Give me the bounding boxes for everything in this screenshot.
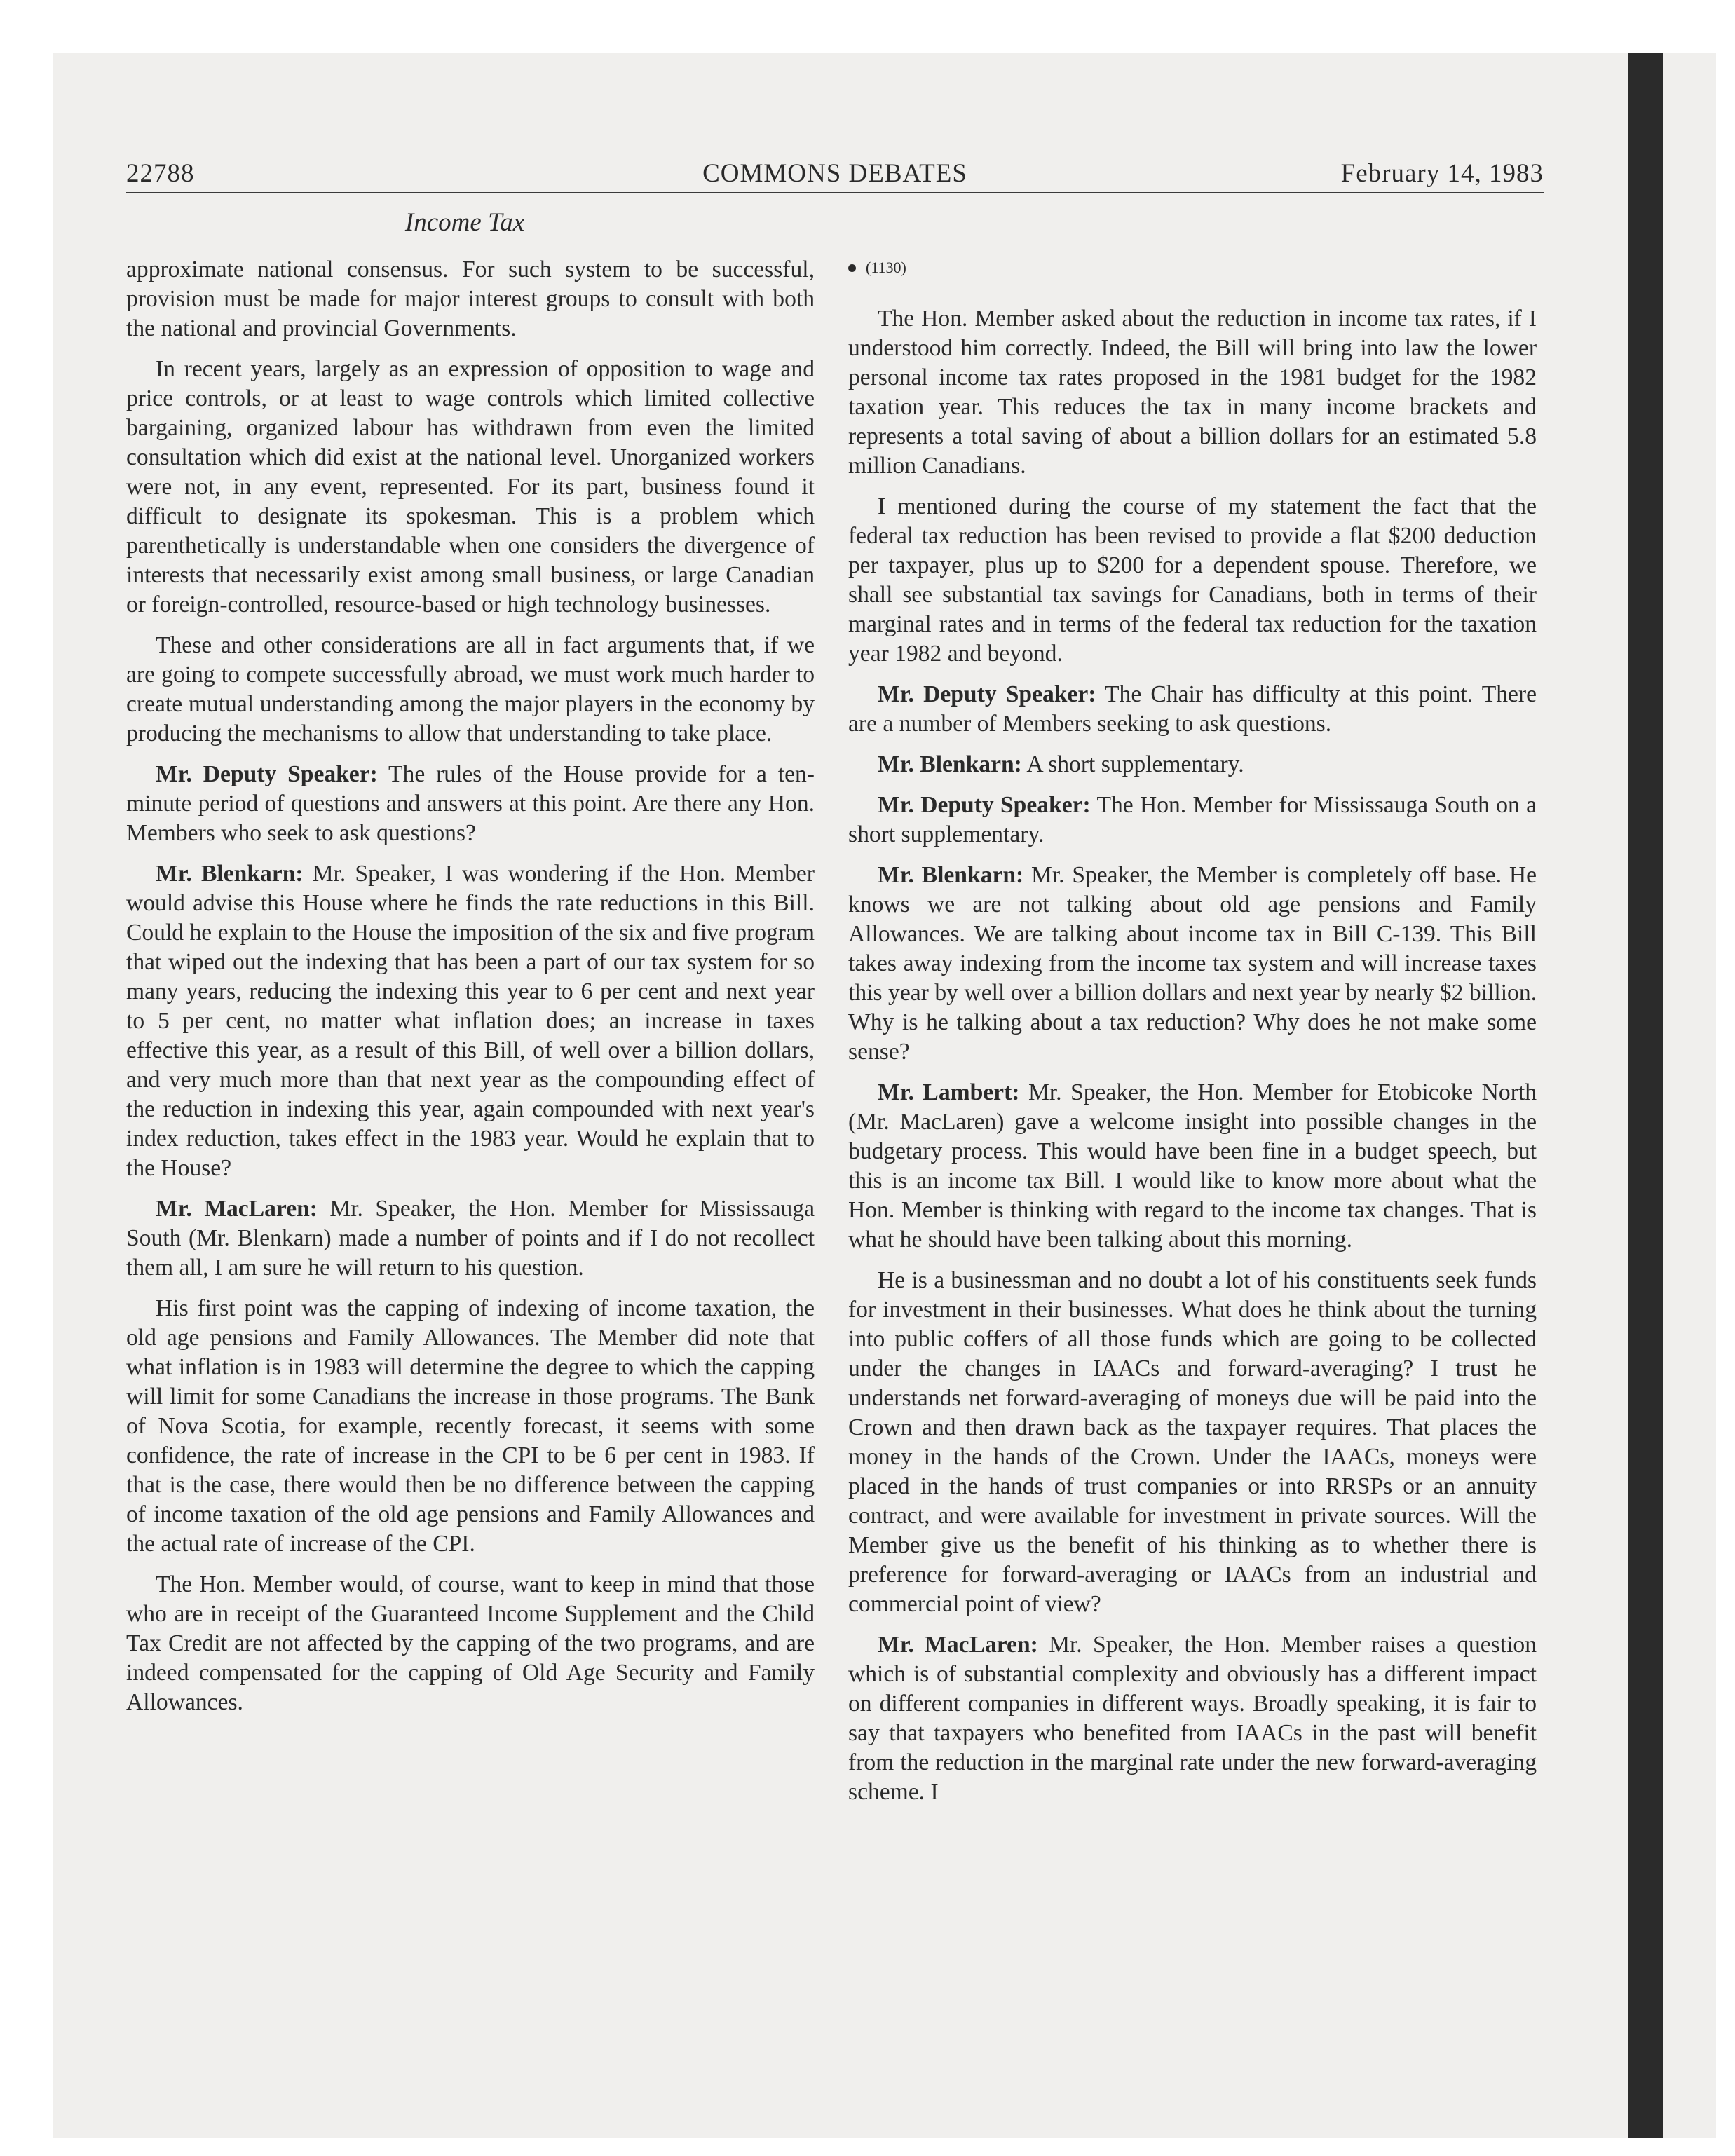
paragraph-text: These and other considerations are all in fact arguments that, if we are going to compete successfully abroad, we must work much harder to create mutual understanding among the major players in the economy by producing the mechanisms to allow that understanding to take place. xyxy=(126,632,815,746)
paragraph-text: The Chair has difficulty at this point. There are a number of Members seeking to ask questions. xyxy=(848,681,1537,737)
speaker-name: Mr. Deputy Speaker: xyxy=(156,761,378,787)
speech-paragraph xyxy=(848,861,1537,1067)
paragraph xyxy=(126,1294,815,1559)
paragraph-text: I mentioned during the course of my statement the fact that the federal tax reduction has been revised to provide a flat $200 deduction per taxpayer, plus up to $200 for a dependent spouse. Therefore, we shall see substantial tax savings for Canadians, both in terms of their marginal rates and in terms of the federal tax reduction for the taxation year 1982 and beyond. xyxy=(848,493,1537,667)
speech-paragraph xyxy=(126,760,815,848)
time-marker xyxy=(848,255,1537,280)
scan-edge-shadow xyxy=(1628,53,1663,2138)
speaker-name: Mr. MacLaren: xyxy=(156,1196,318,1222)
paragraph xyxy=(848,304,1537,481)
paragraph-text: The Hon. Member would, of course, want to keep in mind that those who are in receipt of the Guaranteed Income Supplement and the Child Tax Credit are not affected by the capping of the two programs, and are indeed compensated for the capping of Old Age Security and Family Allowances. xyxy=(126,1571,815,1715)
paragraph xyxy=(126,355,815,620)
publication-title: COMMONS DEBATES xyxy=(702,159,967,188)
speech-paragraph xyxy=(848,1078,1537,1255)
speaker-name: Mr. Blenkarn: xyxy=(878,862,1024,888)
paragraph-text: A short supplementary. xyxy=(1026,751,1244,777)
speaker-name: Mr. Blenkarn: xyxy=(156,861,304,887)
paragraph-text: In recent years, largely as an expression of opposition to wage and price controls, or at least to wage controls which limited collective bargaining, organized labour has withdrawn from even the limited consultation which did exist at the national level. Unorganized workers were not, in any event, represented. For its part, business found it difficult to designate its spokesman. This is a problem which parenthetically is understandable when one considers the divergence of interests that necessarily exist among small business, or large Canadian or foreign-controlled, resource-based or high technology businesses. xyxy=(126,356,815,618)
paragraph-text: Mr. Speaker, I was wondering if the Hon. Member would advise this House where he finds the rate reductions in this Bill. Could he explain to the House the imposition of the six and five program that wiped out the indexing that has been a part of our tax system for so many years, reducing the indexing this year to 6 per cent and next year to 5 per cent, no matter what inflation does; an increase in taxes effective this year, as a result of this Bill, of well over a billion dollars, and very much more than that next year as the compounding effect of the reduction in indexing this year, again compounded with next year's index reduction, takes effect in the 1983 year. Would he explain that to the House? xyxy=(126,861,815,1181)
paragraph-text: Mr. Speaker, the Hon. Member for Etobicoke North (Mr. MacLaren) gave a welcome insight into possible changes in the budgetary process. This would have been fine in a budget speech, but this is an income tax Bill. I would like to know more about what the Hon. Member is thinking with regard to the income tax changes. That is what he should have been talking about this morning. xyxy=(848,1079,1537,1253)
speaker-name: Mr. MacLaren: xyxy=(878,1632,1038,1658)
paragraph-text: Mr. Speaker, the Hon. Member raises a question which is of substantial complexity and obviously has a different impact on different companies in different ways. Broadly speaking, it is fair to say that taxpayers who benefited from IAACs in the past will benefit from the reduction in the marginal rate under the new forward-averaging scheme. I xyxy=(848,1632,1537,1805)
left-column xyxy=(126,255,815,1728)
paragraph-text: Mr. Speaker, the Hon. Member for Mississauga South (Mr. Blenkarn) made a number of points and if I do not recollect them all, I am sure he will return to his question. xyxy=(126,1196,815,1281)
page-header xyxy=(126,158,1544,195)
speech-paragraph xyxy=(848,750,1537,779)
paragraph xyxy=(848,492,1537,669)
section-title: Income Tax xyxy=(404,208,525,237)
paragraph xyxy=(126,1570,815,1717)
speech-paragraph xyxy=(848,791,1537,850)
paragraph xyxy=(848,1266,1537,1619)
paragraph-text: Mr. Speaker, the Member is completely off base. He knows we are not talking about old age pensions and Family Allowances. We are talking about income tax in Bill C-139. This Bill takes away indexing from the income tax system and will increase taxes this year by well over a billion dollars and next year by nearly $2 billion. Why is he talking about a tax reduction? Why does he not make some sense? xyxy=(848,862,1537,1065)
paragraph-text: The Hon. Member asked about the reduction in income tax rates, if I understood him correctly. Indeed, the Bill will bring into law the lower personal income tax rates proposed in the 1981 budget for the 1982 taxation year. This reduces the tax in many income brackets and represents a total saving of about a billion dollars for an estimated 5.8 million Canadians. xyxy=(848,306,1537,479)
paragraph-text: The rules of the House provide for a ten-minute period of questions and answers at this point. Are there any Hon. Members who seek to ask questions? xyxy=(126,761,815,846)
paragraph xyxy=(126,631,815,749)
right-column xyxy=(848,255,1537,1818)
speech-paragraph xyxy=(126,859,815,1183)
speaker-name: Mr. Lambert: xyxy=(878,1079,1020,1105)
paragraph-text: approximate national consensus. For such system to be successful, provision must be made for major interest groups to consult with both the national and provincial Governments. xyxy=(126,257,815,341)
speaker-name: Mr. Deputy Speaker: xyxy=(878,681,1096,707)
paragraph-text: The Hon. Member for Mississauga South on a short supplementary. xyxy=(848,792,1537,847)
page-number: 22788 xyxy=(126,159,195,188)
paragraph xyxy=(126,255,815,343)
speech-paragraph xyxy=(848,1630,1537,1807)
speaker-name: Mr. Deputy Speaker: xyxy=(878,792,1091,818)
time-marker-text: (1130) xyxy=(866,259,906,276)
speaker-name: Mr. Blenkarn: xyxy=(878,751,1022,777)
bullet-icon xyxy=(848,264,856,272)
speech-paragraph xyxy=(848,680,1537,739)
paragraph-text: He is a businessman and no doubt a lot of his constituents seek funds for investment in their businesses. What does he think about the turning into public coffers of all those funds which are going to be collected under the changes in IAACs and forward-averaging? I trust he understands net forward-averaging of moneys due will be paid into the Crown and then drawn back as the taxpayer requires. That places the money in the hands of the Crown. Under the IAACs, moneys were placed in the hands of trust companies or into RRSPs or an annuity contract, and were available for investment in private sources. Will the Member give us the benefit of his thinking as to whether there is preference for forward-averaging or IAACs from an industrial and commercial point of view? xyxy=(848,1267,1537,1617)
header-rule xyxy=(126,192,1544,193)
speech-paragraph xyxy=(126,1194,815,1283)
paragraph-text: His first point was the capping of indexing of income taxation, the old age pensions and Family Allowances. The Member did note that what inflation is in 1983 will determine the degree to which the capping will limit for some Canadians the increase in those programs. The Bank of Nova Scotia, for example, recently forecast, it seems with some confidence, the rate of increase in the CPI to be 6 per cent in 1983. If that is the case, there would then be no difference between the capping of income taxation of the old age pensions and Family Allowances and the actual rate of increase of the CPI. xyxy=(126,1295,815,1557)
page-date: February 14, 1983 xyxy=(1340,159,1544,188)
